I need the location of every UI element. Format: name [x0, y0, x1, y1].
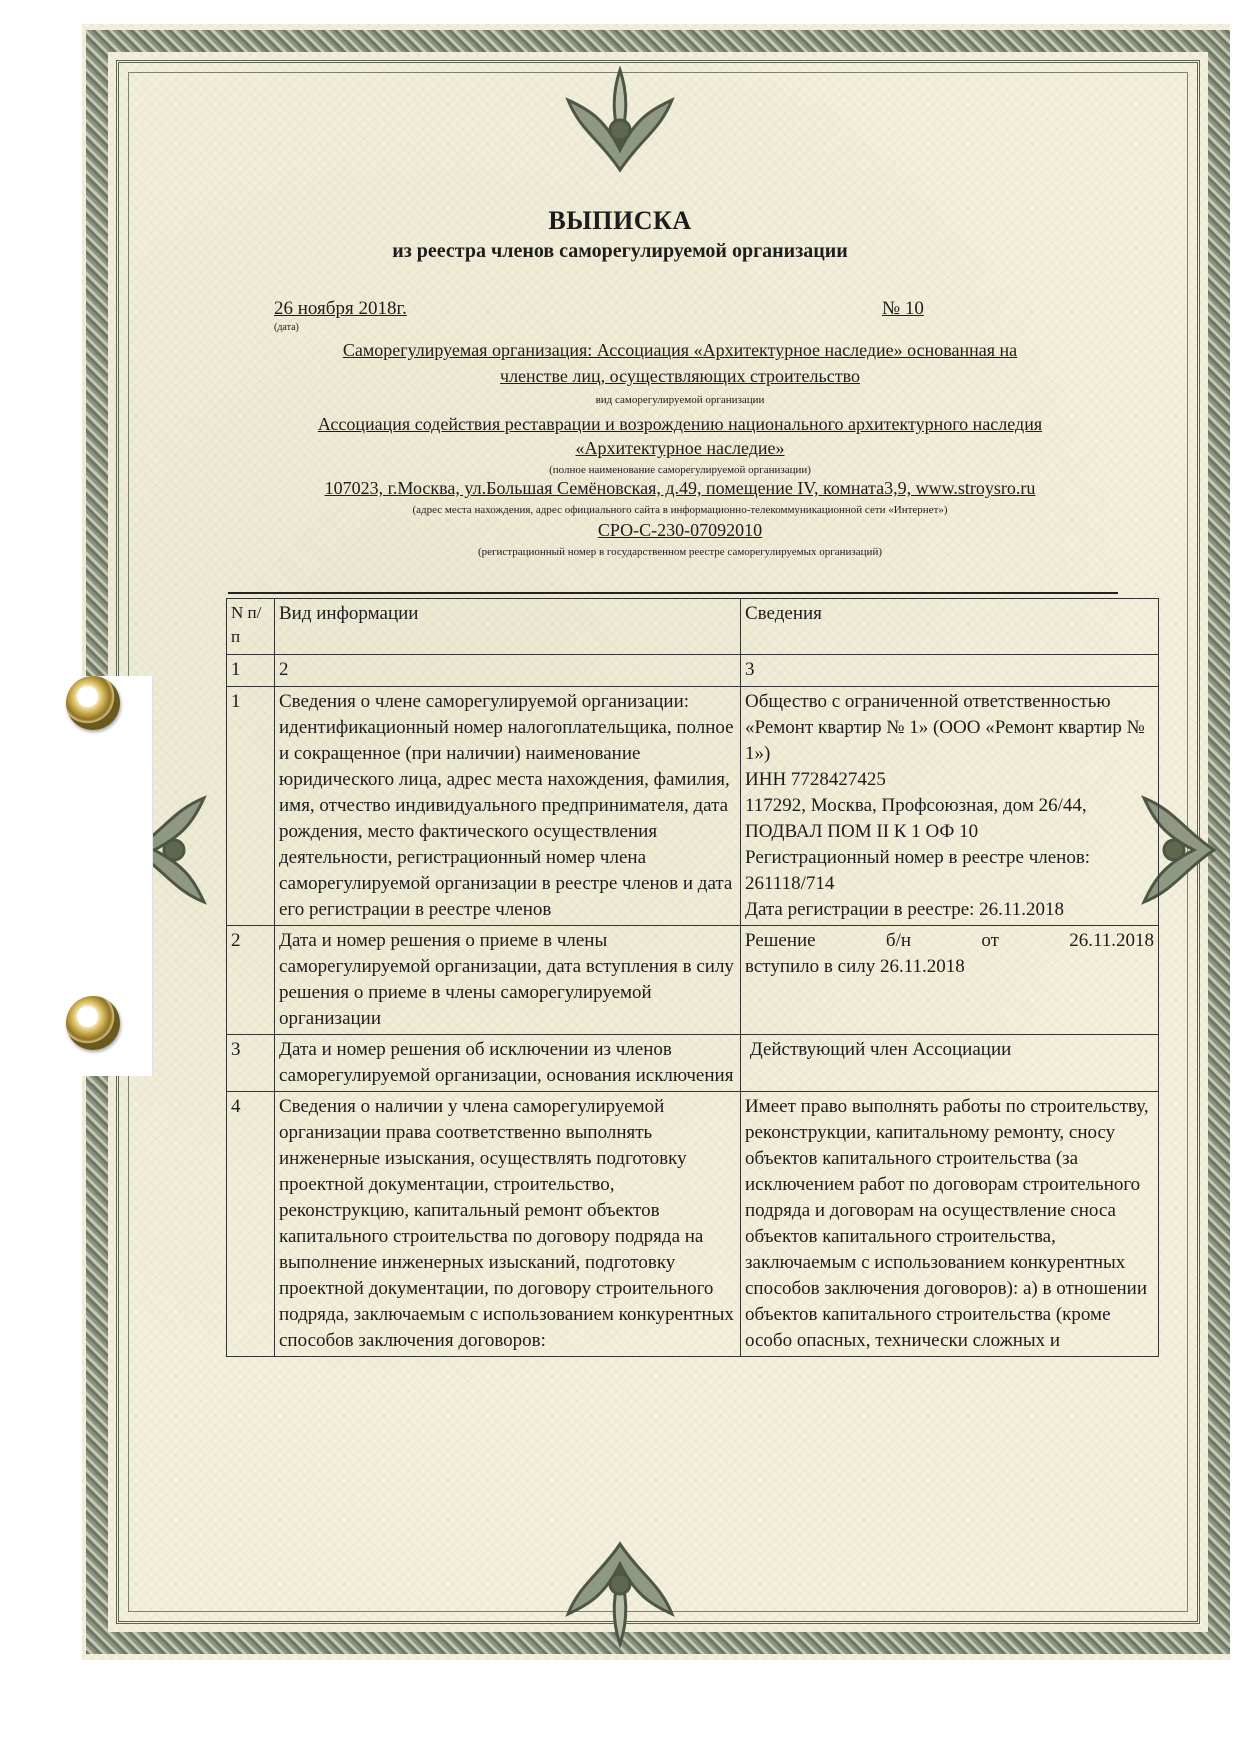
grommet-icon — [66, 676, 120, 730]
row-number: 2 — [227, 926, 275, 1035]
org-reg-number: СРО-С-230-07092010 — [597, 520, 763, 540]
effective-line: вступило в силу 26.11.2018 — [745, 956, 965, 977]
table-row — [227, 1092, 1159, 1357]
table-header-row — [227, 599, 1159, 655]
decision-line: Решение б/н от 26.11.2018 — [745, 930, 1154, 951]
table-index-row — [227, 655, 1159, 687]
row-info: Дата и номер решения об исключении из членов саморегулируемой организации, основания исключения — [275, 1035, 741, 1092]
registry-table — [226, 598, 1159, 1357]
row-number: 3 — [227, 1035, 275, 1092]
index-cell: 3 — [741, 655, 1159, 687]
row-info: Сведения о наличии у члена саморегулируемой организации права соответственно выполнять инженерные изыскания, осуществлять подготовку проектной документации, строительство, реконструкцию, капитальный ремонт объектов капитального строительства по договору подряда на выполнение инженерных изысканий, подготовку проектной документации, по договору строительного подряда, заключаемым с использованием конкурентных способов заключения договоров: — [275, 1092, 741, 1357]
table-row — [227, 926, 1159, 1035]
row-details: Общество с ограниченной ответственностью «Ремонт квартир № 1» (ООО «Ремонт квартир № 1») ИНН 7728427425 117292, Москва, Профсоюзная, дом 26/44, ПОДВАЛ ПОМ II К 1 ОФ 10 Регистрационный номер в реестре членов: 261118/714 Дата регистрации в реестре: 26.11.2018 — [741, 687, 1159, 926]
row-number: 1 — [227, 687, 275, 926]
org-full-name-line2: «Архитектурное наследие» — [575, 438, 785, 458]
issue-date: 26 ноября 2018г. — [274, 298, 407, 319]
header-info-type: Вид информации — [275, 599, 741, 655]
org-reg-number-caption: (регистрационный номер в государственном реестре саморегулируемых организаций) — [477, 546, 882, 558]
org-full-name-caption: (полное наименование саморегулируемой организации) — [549, 464, 811, 476]
header-details: Сведения — [741, 599, 1159, 655]
org-type-line2: членстве лиц, осуществляющих строительство — [500, 366, 860, 386]
document-number: № 10 — [882, 298, 924, 319]
grommet-icon — [66, 996, 120, 1050]
row-details — [741, 926, 1159, 1035]
document-subtitle: из реестра членов саморегулируемой организации — [392, 240, 848, 262]
row-info: Дата и номер решения о приеме в члены саморегулируемой организации, дата вступления в силу решения о приеме в члены саморегулируемой организации — [275, 926, 741, 1035]
table-top-rule — [228, 592, 1118, 594]
table-row — [227, 1035, 1159, 1092]
header-number: N п/п — [227, 599, 275, 655]
ornament-bottom-icon — [560, 1534, 680, 1654]
row-details: Имеет право выполнять работы по строительству, реконструкции, капитальному ремонту, сносу объектов капитального строительства (за исключением работ по договорам строительного подряда и договорам на осуществление сноса объектов капитального строительства, заключаемым с использованием конкурентных способов заключения договоров): а) в отношении объектов капитального строительства (кроме особо опасных, технически сложных и — [741, 1092, 1159, 1357]
index-cell: 1 — [227, 655, 275, 687]
ornament-top-icon — [560, 60, 680, 180]
org-type-line1: Саморегулируемая организация: Ассоциация «Архитектурное наследие» основанная на — [342, 340, 1018, 360]
table-row — [227, 687, 1159, 926]
org-address-caption: (адрес места нахождения, адрес официального сайта в информационно-телекоммуникационной сети «Интернет») — [412, 504, 948, 516]
org-full-name-line1: Ассоциация содействия реставрации и возрождению национального архитектурного наследия — [317, 414, 1043, 434]
binding-strip — [48, 676, 153, 1076]
row-details: Действующий член Ассоциации — [741, 1035, 1159, 1092]
row-info: Сведения о члене саморегулируемой организации: идентификационный номер налогоплательщика, полное и сокращенное (при наличии) наименование юридического лица, адрес места нахождения, фамилия, имя, отчество индивидуального предпринимателя, дата рождения, место фактического осуществления деятельности, регистрационный номер члена саморегулируемой организации в реестре членов и дата его регистрации в реестре членов — [275, 687, 741, 926]
org-address: 107023, г.Москва, ул.Большая Семёновская, д.49, помещение IV, комната3,9, www.stroysro.ru — [324, 478, 1036, 498]
issue-date-caption: (дата) — [274, 322, 299, 333]
org-type-caption: вид саморегулируемой организации — [595, 394, 765, 406]
row-number: 4 — [227, 1092, 275, 1357]
index-cell: 2 — [275, 655, 741, 687]
document-title: ВЫПИСКА — [548, 206, 692, 235]
